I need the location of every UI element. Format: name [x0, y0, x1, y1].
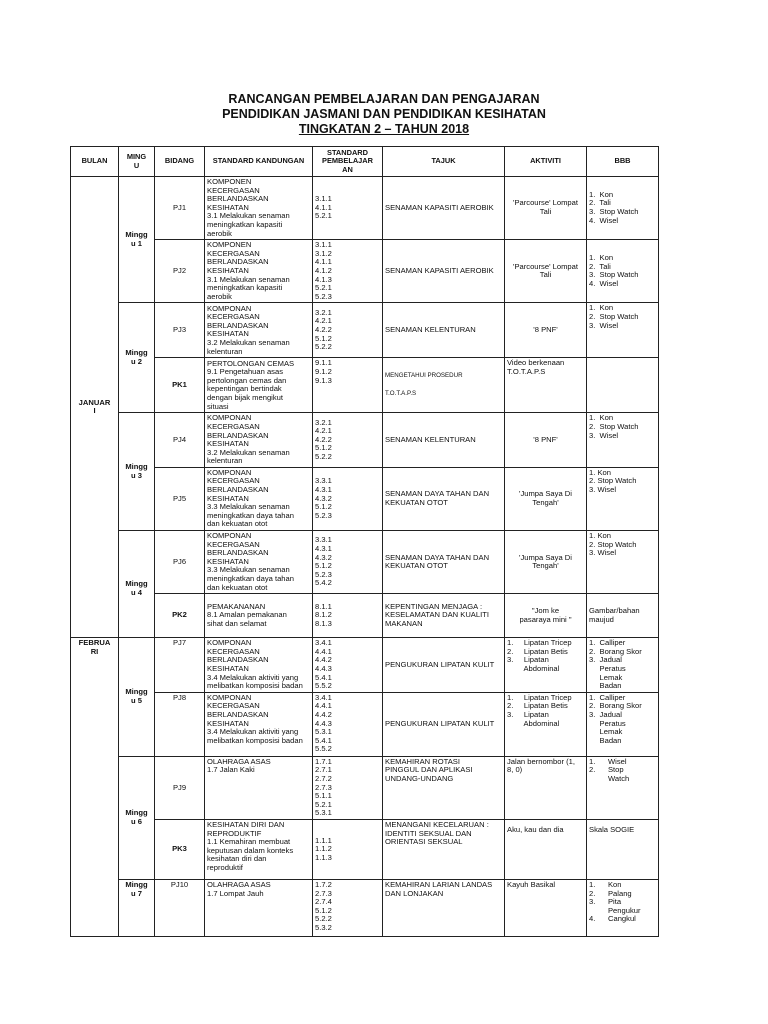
aktiviti-cell: Kayuh Basikal: [505, 879, 587, 936]
standard-kandungan-cell: OLAHRAGA ASAS 1.7 Lompat Jauh: [205, 879, 313, 936]
tajuk-cell: SENAMAN DAYA TAHAN DAN KEKUATAN OTOT: [383, 467, 505, 530]
header-aktiviti: AKTIVITI: [505, 147, 587, 177]
table-row: [71, 692, 659, 756]
bbb-cell: 1. Kon 2. Stop Watch 3. Wisel: [587, 413, 659, 468]
standard-kandungan-cell: KESIHATAN DIRI DAN REPRODUKTIF 1.1 Kemahiran membuat keputusan dalam konteks kesihatan diri dan reproduktif: [205, 819, 313, 879]
bbb-cell: 1. Kon 2. Stop Watch 3. Wisel: [587, 467, 659, 530]
standard-kandungan-cell: KOMPONAN KECERGASAN BERLANDASKAN KESIHATAN 3.2 Melakukan senaman kelenturan: [205, 303, 313, 358]
aktiviti-cell: '8 PNF': [505, 303, 587, 358]
table-row: [71, 594, 659, 638]
bbb-cell: Skala SOGIE: [587, 819, 659, 879]
aktiviti-cell: Aku, kau dan dia: [505, 819, 587, 879]
header-bulan: BULAN: [71, 147, 119, 177]
title-line-2: PENDIDIKAN JASMANI DAN PENDIDIKAN KESIHATAN: [222, 107, 546, 121]
title-line-1: RANCANGAN PEMBELAJARAN DAN PENGAJARAN: [228, 92, 540, 106]
bbb-cell: 1. Kon 2. Stop Watch 3. Wisel: [587, 531, 659, 594]
tajuk-cell: SENAMAN KAPASITI AEROBIK: [383, 240, 505, 303]
standard-kandungan-cell: KOMPONAN KECERGASAN BERLANDASKAN KESIHATAN 3.3 Melakukan senaman meningkatkan daya tahan dan kekuatan otot: [205, 531, 313, 594]
aktiviti-cell: 'Jumpa Saya Di Tengah': [505, 531, 587, 594]
standard-pembelajaran-cell: 1.7.2 2.7.3 2.7.4 5.1.2 5.2.2 5.3.2: [313, 879, 383, 936]
tajuk-cell: MENGETAHUI PROSEDUR T.O.T.A.P.S: [383, 358, 505, 413]
standard-pembelajaran-cell: 3.1.1 3.1.2 4.1.1 4.1.2 4.1.3 5.2.1 5.2.3: [313, 240, 383, 303]
table-row: [71, 756, 659, 819]
minggu-5-cell: Mingg u 5: [119, 638, 155, 757]
bbb-cell: [587, 358, 659, 413]
bbb-cell: Gambar/bahan maujud: [587, 594, 659, 638]
standard-kandungan-cell: PEMAKANANAN 8.1 Amalan pemakanan sihat dan selamat: [205, 594, 313, 638]
aktiviti-cell: Jalan bernombor (1, 8, 0): [505, 756, 587, 819]
standard-pembelajaran-cell: 3.4.1 4.4.1 4.4.2 4.4.3 5.3.1 5.4.1 5.5.2: [313, 692, 383, 756]
standard-pembelajaran-cell: 3.4.1 4.4.1 4.4.2 4.4.3 5.4.1 5.5.2: [313, 638, 383, 693]
tajuk-cell: SENAMAN KELENTURAN: [383, 303, 505, 358]
header-tajuk: TAJUK: [383, 147, 505, 177]
aktiviti-cell: 'Parcourse' Lompat Tali: [505, 177, 587, 240]
tajuk-cell: SENAMAN KAPASITI AEROBIK: [383, 177, 505, 240]
aktiviti-cell: 'Parcourse' Lompat Tali: [505, 240, 587, 303]
tajuk-cell: MENANGANI KECELARUAN : IDENTITI SEKSUAL DAN ORIENTASI SEKSUAL: [383, 819, 505, 879]
minggu-6-cell: Mingg u 6: [119, 756, 155, 879]
standard-pembelajaran-cell: 3.1.1 4.1.1 5.2.1: [313, 177, 383, 240]
bbb-cell: 1. Calliper 2. Borang Skor 3. Jadual Peratus Lemak Badan: [587, 638, 659, 693]
bulan-januari-cell: JANUAR I: [71, 177, 119, 638]
table-row: [71, 467, 659, 530]
aktiviti-cell: 'Jumpa Saya Di Tengah': [505, 467, 587, 530]
minggu-4-cell: Mingg u 4: [119, 531, 155, 638]
bulan-februari-cell: FEBRUA RI: [71, 638, 119, 937]
standard-pembelajaran-cell: 9.1.1 9.1.2 9.1.3: [313, 358, 383, 413]
bidang-cell: PJ8: [155, 692, 205, 756]
table-row: [71, 177, 659, 240]
minggu-1-cell: Mingg u 1: [119, 177, 155, 303]
document-title-block: [0, 92, 768, 137]
standard-pembelajaran-cell: 3.2.1 4.2.1 4.2.2 5.1.2 5.2.2: [313, 303, 383, 358]
header-bbb: BBB: [587, 147, 659, 177]
bidang-cell: PJ3: [155, 303, 205, 358]
bbb-cell: 1. Kon 2. Tali 3. Stop Watch 4. Wisel: [587, 177, 659, 240]
bidang-cell: PK3: [155, 819, 205, 879]
bidang-cell: PJ10: [155, 879, 205, 936]
minggu-3-cell: Mingg u 3: [119, 413, 155, 531]
tajuk-cell: KEMAHIRAN LARIAN LANDAS DAN LONJAKAN: [383, 879, 505, 936]
standard-kandungan-cell: KOMPONEN KECERGASAN BERLANDASKAN KESIHATAN 3.1 Melakukan senaman meningkatkan kapasiti aerobik: [205, 240, 313, 303]
aktiviti-cell: 1. Lipatan Tricep 2. Lipatan Betis 3. Lipatan Abdominal: [505, 638, 587, 693]
table-row: [71, 531, 659, 594]
standard-pembelajaran-cell: 1.7.1 2.7.1 2.7.2 2.7.3 5.1.1 5.2.1 5.3.1: [313, 756, 383, 819]
bbb-cell: 1. Kon 2. Stop Watch 3. Wisel: [587, 303, 659, 358]
minggu-7-cell: Mingg u 7: [119, 879, 155, 936]
standard-pembelajaran-cell: 3.3.1 4.3.1 4.3.2 5.1.2 5.2.3 5.4.2: [313, 531, 383, 594]
aktiviti-cell: '8 PNF': [505, 413, 587, 468]
title-line-3: TINGKATAN 2 – TAHUN 2018: [298, 122, 470, 136]
standard-kandungan-cell: KOMPONEN KECERGASAN BERLANDASKAN KESIHATAN 3.1 Melakukan senaman meningkatkan kapasiti aerobik: [205, 177, 313, 240]
table-row: [71, 240, 659, 303]
lesson-plan-table: [70, 146, 659, 937]
standard-pembelajaran-cell: 3.2.1 4.2.1 4.2.2 5.1.2 5.2.2: [313, 413, 383, 468]
standard-pembelajaran-cell: 3.3.1 4.3.1 4.3.2 5.1.2 5.2.3: [313, 467, 383, 530]
tajuk-cell: PENGUKURAN LIPATAN KULIT: [383, 638, 505, 693]
bbb-cell: 1. Calliper 2. Borang Skor 3. Jadual Peratus Lemak Badan: [587, 692, 659, 756]
header-bidang: BIDANG: [155, 147, 205, 177]
minggu-2-cell: Mingg u 2: [119, 303, 155, 413]
aktiviti-cell: 1. Lipatan Tricep 2. Lipatan Betis 3. Lipatan Abdominal: [505, 692, 587, 756]
header-minggu: MING U: [119, 147, 155, 177]
table-row: [71, 819, 659, 879]
standard-kandungan-cell: OLAHRAGA ASAS 1.7 Jalan Kaki: [205, 756, 313, 819]
standard-pembelajaran-cell: 8.1.1 8.1.2 8.1.3: [313, 594, 383, 638]
table-header-row: [71, 147, 659, 177]
header-standard-pembelajaran: STANDARD PEMBELAJAR AN: [313, 147, 383, 177]
tajuk-cell: SENAMAN KELENTURAN: [383, 413, 505, 468]
bidang-cell: PJ6: [155, 531, 205, 594]
standard-kandungan-cell: PERTOLONGAN CEMAS 9.1 Pengetahuan asas pertolongan cemas dan kepentingan bertindak dengan bijak mengikut situasi: [205, 358, 313, 413]
tajuk-cell: SENAMAN DAYA TAHAN DAN KEKUATAN OTOT: [383, 531, 505, 594]
bidang-cell: PK1: [155, 358, 205, 413]
bidang-cell: PJ2: [155, 240, 205, 303]
header-standard-kandungan: STANDARD KANDUNGAN: [205, 147, 313, 177]
bidang-cell: PJ7: [155, 638, 205, 693]
bbb-cell: 1. Wisel 2. Stop Watch: [587, 756, 659, 819]
tajuk-cell: KEMAHIRAN ROTASI PINGGUL DAN APLIKASI UNDANG-UNDANG: [383, 756, 505, 819]
table-row: [71, 879, 659, 936]
bidang-cell: PJ4: [155, 413, 205, 468]
bidang-cell: PJ1: [155, 177, 205, 240]
standard-pembelajaran-cell: 1.1.1 1.1.2 1.1.3: [313, 819, 383, 879]
table-row: [71, 638, 659, 693]
standard-kandungan-cell: KOMPONAN KECERGASAN BERLANDASKAN KESIHATAN 3.4 Melakukan aktiviti yang melibatkan komposisi badan: [205, 638, 313, 693]
tajuk-cell: PENGUKURAN LIPATAN KULIT: [383, 692, 505, 756]
bbb-cell: 1. Kon 2. Palang 3. Pita Pengukur 4. Cangkul: [587, 879, 659, 936]
table-row: [71, 358, 659, 413]
standard-kandungan-cell: KOMPONAN KECERGASAN BERLANDASKAN KESIHATAN 3.3 Melakukan senaman meningkatkan daya tahan dan kekuatan otot: [205, 467, 313, 530]
table-row: [71, 303, 659, 358]
table-row: [71, 413, 659, 468]
bidang-cell: PK2: [155, 594, 205, 638]
aktiviti-cell: Video berkenaan T.O.T.A.P.S: [505, 358, 587, 413]
standard-kandungan-cell: KOMPONAN KECERGASAN BERLANDASKAN KESIHATAN 3.2 Melakukan senaman kelenturan: [205, 413, 313, 468]
aktiviti-cell: "Jom ke pasaraya mini ": [505, 594, 587, 638]
tajuk-cell: KEPENTINGAN MENJAGA : KESELAMATAN DAN KUALITI MAKANAN: [383, 594, 505, 638]
bbb-cell: 1. Kon 2. Tali 3. Stop Watch 4. Wisel: [587, 240, 659, 303]
bidang-cell: PJ5: [155, 467, 205, 530]
standard-kandungan-cell: KOMPONAN KECERGASAN BERLANDASKAN KESIHATAN 3.4 Melakukan aktiviti yang melibatkan komposisi badan: [205, 692, 313, 756]
bidang-cell: PJ9: [155, 756, 205, 819]
